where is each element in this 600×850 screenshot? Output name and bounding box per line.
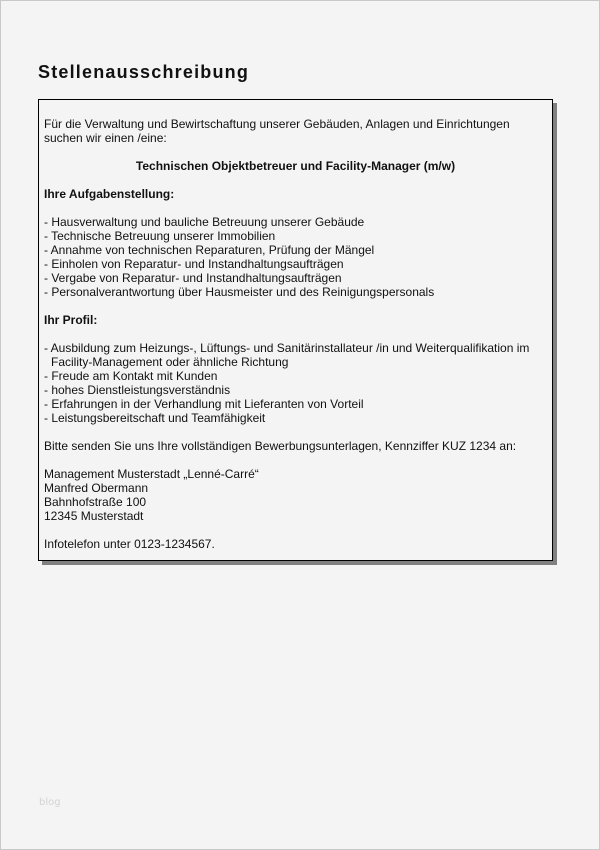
page-title: Stellenausschreibung (38, 62, 250, 82)
task-item: - Personalverantwortung über Hausmeister und des Reinigungspersonals (44, 285, 435, 299)
address-line: Bahnhofstraße 100 (44, 495, 147, 509)
spacer (44, 299, 552, 313)
tasks-heading: Ihre Aufgabenstellung: (44, 187, 175, 201)
job-ad-box (38, 99, 553, 561)
profile-item: - Ausbildung zum Heizungs-, Lüftungs- und Sanitärinstallateur /in und Weiterqualifikation im (44, 341, 530, 355)
address-line: 12345 Musterstadt (44, 509, 144, 523)
position-title: Technischen Objektbetreuer und Facility-Manager (m/w) (135, 159, 456, 173)
profile-item: - Freude am Kontakt mit Kunden (44, 369, 218, 383)
task-item: - Technische Betreuung unserer Immobilien (44, 229, 276, 243)
spacer (44, 201, 552, 215)
intro-line: suchen wir einen /eine: (44, 131, 167, 145)
phone-note: Infotelefon unter 0123-1234567. (44, 537, 215, 551)
task-item: - Hausverwaltung und bauliche Betreuung unserer Gebäude (44, 215, 365, 229)
spacer (44, 173, 552, 187)
watermark: blog (39, 797, 61, 808)
application-note: Bitte senden Sie uns Ihre vollständigen Bewerbungsunterlagen, Kennziffer KUZ 1234 an: (44, 439, 517, 453)
spacer (44, 327, 552, 341)
spacer (44, 145, 552, 159)
spacer (44, 523, 552, 537)
profile-item: - Erfahrungen in der Verhandlung mit Lieferanten von Vorteil (44, 397, 364, 411)
task-item: - Vergabe von Reparatur- und Instandhaltungsaufträgen (44, 271, 342, 285)
profile-heading: Ihr Profil: (44, 313, 98, 327)
spacer (44, 453, 552, 467)
task-item: - Annahme von technischen Reparaturen, Prüfung der Mängel (44, 243, 375, 257)
intro-line: Für die Verwaltung und Bewirtschaftung unserer Gebäuden, Anlagen und Einrichtungen (44, 117, 510, 131)
address-line: Management Musterstadt „Lenné-Carré“ (44, 467, 259, 481)
task-item: - Einholen von Reparatur- und Instandhaltungsaufträgen (44, 257, 344, 271)
address-line: Manfred Obermann (44, 481, 149, 495)
profile-item: - hohes Dienstleistungsverständnis (44, 383, 231, 397)
profile-item-continuation: Facility-Management oder ähnliche Richtung (51, 355, 289, 369)
profile-item: - Leistungsbereitschaft und Teamfähigkeit (44, 411, 266, 425)
spacer (44, 425, 552, 439)
